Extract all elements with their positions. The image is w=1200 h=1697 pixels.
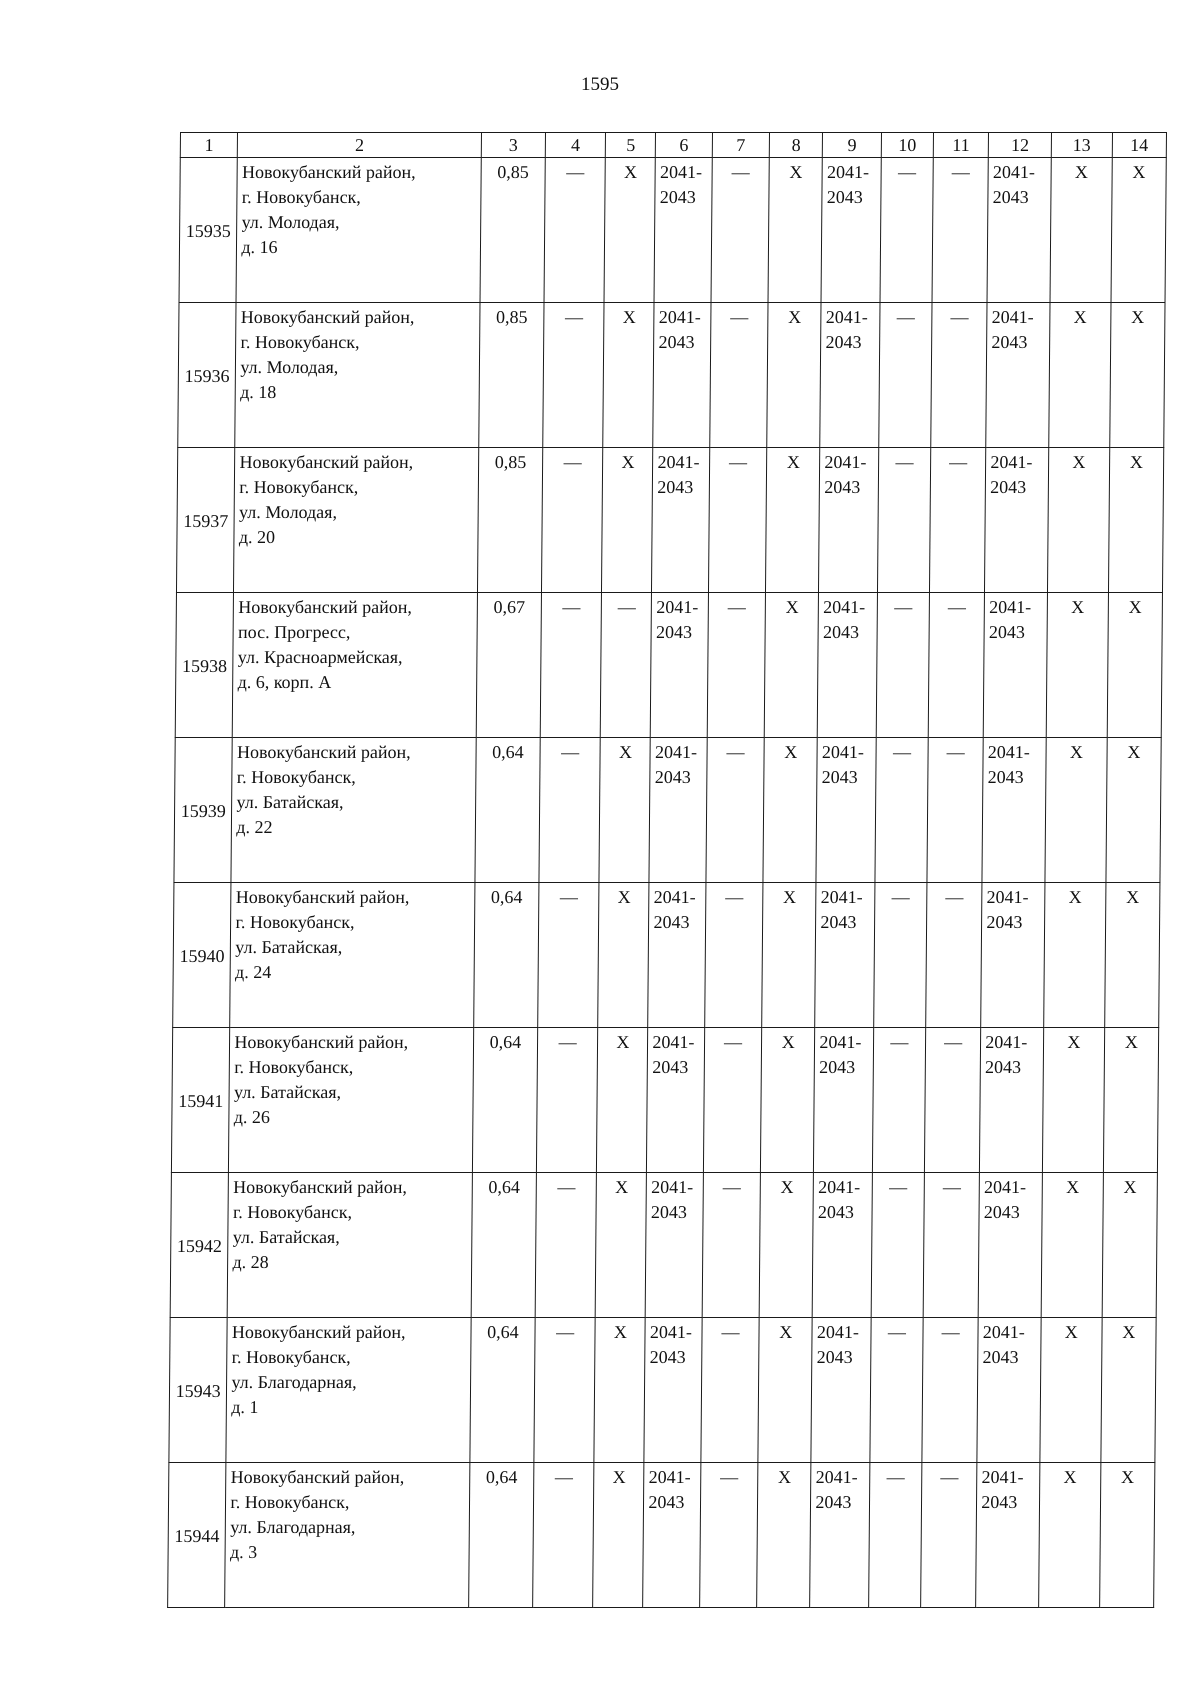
period-line: 2041- bbox=[649, 1322, 693, 1342]
address-line: д. 26 bbox=[233, 1107, 271, 1127]
address-cell bbox=[233, 593, 478, 738]
value-cell-c5: X bbox=[593, 1463, 644, 1608]
row-number: 15935 bbox=[179, 158, 238, 303]
address-line: г. Новокубанск, bbox=[236, 767, 356, 787]
value-cell-c7: — bbox=[708, 448, 767, 593]
value-cell-c11: — bbox=[928, 593, 985, 738]
value-cell-c7: — bbox=[703, 1028, 762, 1173]
period-line: 2043 bbox=[653, 912, 690, 932]
value-cell-c5: X bbox=[603, 303, 654, 448]
value-cell-c3: 0,85 bbox=[479, 303, 544, 448]
period-cell-c9 bbox=[816, 738, 876, 883]
period-line: 2043 bbox=[992, 187, 1029, 207]
row-number: 15942 bbox=[170, 1173, 229, 1318]
period-line: 2041- bbox=[816, 1322, 859, 1342]
address-line: Новокубанский район, bbox=[233, 1177, 407, 1197]
value-cell-c10: — bbox=[879, 303, 932, 448]
row-number: 15939 bbox=[174, 738, 233, 883]
value-cell-c13: X bbox=[1040, 1318, 1102, 1463]
period-line: 2043 bbox=[654, 767, 691, 787]
period-line: 2043 bbox=[648, 1492, 685, 1512]
period-cell-c12 bbox=[986, 303, 1050, 448]
period-cell-c6 bbox=[653, 303, 711, 448]
value-cell-c11: — bbox=[931, 303, 988, 448]
value-cell-c5: — bbox=[601, 593, 652, 738]
value-cell-c14: X bbox=[1111, 158, 1167, 303]
period-cell-c12 bbox=[976, 1463, 1040, 1608]
address-line: Новокубанский район, bbox=[241, 162, 416, 182]
value-cell-c13: X bbox=[1042, 1028, 1104, 1173]
value-cell-c10: — bbox=[870, 1318, 923, 1463]
address-line: д. 18 bbox=[240, 382, 277, 402]
period-line: 2043 bbox=[657, 477, 694, 497]
period-line: 2041- bbox=[824, 452, 867, 472]
value-cell-c7: — bbox=[707, 593, 766, 738]
address-line: ул. Батайская, bbox=[232, 1227, 340, 1247]
column-header-11: 11 bbox=[933, 133, 989, 158]
column-header-9: 9 bbox=[823, 133, 882, 158]
period-line: 2043 bbox=[815, 1492, 852, 1512]
address-line: г. Новокубанск, bbox=[231, 1347, 351, 1367]
value-cell-c14: X bbox=[1103, 1028, 1159, 1173]
period-cell-c6 bbox=[648, 883, 706, 1028]
column-header-3: 3 bbox=[481, 133, 545, 158]
row-number: 15944 bbox=[168, 1463, 227, 1608]
table-row bbox=[169, 1318, 1156, 1463]
period-line: 2043 bbox=[987, 767, 1024, 787]
column-header-13: 13 bbox=[1051, 133, 1112, 158]
table-container bbox=[167, 132, 1167, 1608]
value-cell-c5: X bbox=[602, 448, 653, 593]
value-cell-c13: X bbox=[1041, 1173, 1103, 1318]
value-cell-c8: X bbox=[767, 303, 821, 448]
period-cell-c12 bbox=[985, 448, 1049, 593]
period-cell-c6 bbox=[643, 1463, 701, 1608]
column-header-2: 2 bbox=[238, 133, 482, 158]
value-cell-c3: 0,64 bbox=[475, 738, 540, 883]
table-row bbox=[179, 158, 1166, 303]
address-cell bbox=[228, 1173, 473, 1318]
address-cell bbox=[231, 738, 476, 883]
period-line: 2041- bbox=[826, 162, 870, 182]
row-number: 15938 bbox=[175, 593, 234, 738]
address-line: Новокубанский район, bbox=[235, 887, 410, 907]
value-cell-c8: X bbox=[758, 1318, 812, 1463]
value-cell-c3: 0,64 bbox=[470, 1318, 535, 1463]
value-cell-c3: 0,64 bbox=[474, 883, 539, 1028]
period-cell-c6 bbox=[646, 1173, 704, 1318]
period-line: 2041- bbox=[992, 162, 1036, 182]
period-cell-c9 bbox=[814, 1028, 874, 1173]
period-line: 2041- bbox=[825, 307, 868, 327]
address-line: Новокубанский район, bbox=[231, 1322, 406, 1342]
value-cell-c14: X bbox=[1099, 1463, 1155, 1608]
address-cell bbox=[226, 1318, 471, 1463]
table-row bbox=[173, 883, 1160, 1028]
value-cell-c13: X bbox=[1050, 158, 1112, 303]
value-cell-c4: — bbox=[544, 158, 606, 303]
address-line: ул. Молодая, bbox=[239, 502, 338, 522]
period-cell-c12 bbox=[983, 593, 1047, 738]
address-line: ул. Батайская, bbox=[236, 792, 344, 812]
value-cell-c8: X bbox=[762, 883, 816, 1028]
period-line: 2041- bbox=[986, 887, 1029, 907]
address-line: Новокубанский район, bbox=[236, 742, 411, 762]
value-cell-c5: X bbox=[598, 883, 649, 1028]
value-cell-c7: — bbox=[699, 1463, 758, 1608]
period-cell-c12 bbox=[978, 1173, 1042, 1318]
data-table bbox=[167, 132, 1167, 1608]
value-cell-c5: X bbox=[594, 1318, 645, 1463]
period-line: 2041- bbox=[982, 1322, 1025, 1342]
address-line: Новокубанский район, bbox=[239, 452, 414, 472]
period-line: 2041- bbox=[985, 1032, 1028, 1052]
column-header-4: 4 bbox=[545, 133, 606, 158]
column-header-10: 10 bbox=[881, 133, 933, 158]
column-header-12: 12 bbox=[989, 133, 1052, 158]
table-row bbox=[168, 1463, 1155, 1608]
value-cell-c3: 0,85 bbox=[477, 448, 542, 593]
period-cell-c9 bbox=[815, 883, 875, 1028]
period-line: 2041- bbox=[652, 1032, 695, 1052]
value-cell-c11: — bbox=[929, 448, 986, 593]
value-cell-c11: — bbox=[923, 1173, 980, 1318]
period-line: 2041- bbox=[983, 1177, 1027, 1197]
value-cell-c4: — bbox=[534, 1318, 596, 1463]
value-cell-c5: X bbox=[604, 158, 655, 303]
period-line: 2041- bbox=[659, 162, 703, 182]
value-cell-c8: X bbox=[766, 448, 820, 593]
period-line: 2043 bbox=[983, 1202, 1020, 1222]
period-cell-c9 bbox=[821, 158, 881, 303]
period-line: 2041- bbox=[823, 597, 866, 617]
address-line: д. 1 bbox=[231, 1397, 259, 1417]
value-cell-c4: — bbox=[532, 1463, 594, 1608]
value-cell-c11: — bbox=[924, 1028, 981, 1173]
column-header-1: 1 bbox=[180, 133, 238, 158]
row-number: 15943 bbox=[169, 1318, 228, 1463]
address-line: д. 20 bbox=[238, 527, 276, 547]
row-number: 15941 bbox=[171, 1028, 230, 1173]
address-line: г. Новокубанск, bbox=[230, 1492, 350, 1512]
value-cell-c14: X bbox=[1106, 738, 1162, 883]
period-line: 2041- bbox=[990, 452, 1033, 472]
period-line: 2041- bbox=[991, 307, 1034, 327]
value-cell-c4: — bbox=[539, 738, 601, 883]
period-line: 2043 bbox=[658, 332, 695, 352]
address-line: ул. Красноармейская, bbox=[237, 647, 403, 667]
row-number: 15936 bbox=[178, 303, 237, 448]
value-cell-c3: 0,64 bbox=[472, 1028, 537, 1173]
value-cell-c13: X bbox=[1049, 303, 1111, 448]
period-line: 2043 bbox=[652, 1057, 689, 1077]
value-cell-c5: X bbox=[597, 1028, 648, 1173]
period-line: 2043 bbox=[650, 1202, 688, 1222]
period-cell-c9 bbox=[818, 593, 878, 738]
period-line: 2043 bbox=[988, 622, 1025, 642]
address-line: ул. Благодарная, bbox=[231, 1372, 357, 1392]
period-line: 2043 bbox=[816, 1347, 853, 1367]
column-header-8: 8 bbox=[769, 133, 822, 158]
period-cell-c9 bbox=[811, 1318, 871, 1463]
value-cell-c10: — bbox=[868, 1463, 921, 1608]
value-cell-c4: — bbox=[536, 1028, 598, 1173]
address-line: ул. Молодая, bbox=[241, 212, 340, 232]
period-line: 2041- bbox=[815, 1467, 858, 1487]
table-row bbox=[175, 593, 1162, 738]
value-cell-c5: X bbox=[599, 738, 650, 883]
period-cell-c6 bbox=[649, 738, 707, 883]
value-cell-c8: X bbox=[764, 593, 818, 738]
value-cell-c14: X bbox=[1107, 593, 1163, 738]
value-cell-c10: — bbox=[880, 158, 933, 303]
period-cell-c12 bbox=[982, 738, 1046, 883]
period-cell-c6 bbox=[654, 158, 712, 303]
address-line: г. Новокубанск, bbox=[235, 912, 355, 932]
period-line: 2041- bbox=[657, 452, 700, 472]
address-line: г. Новокубанск, bbox=[239, 477, 359, 497]
period-line: 2043 bbox=[822, 622, 860, 642]
period-cell-c12 bbox=[977, 1318, 1041, 1463]
address-cell bbox=[229, 1028, 474, 1173]
period-line: 2041- bbox=[818, 1177, 861, 1197]
address-line: д. 6, корп. А bbox=[237, 672, 332, 692]
period-line: 2043 bbox=[659, 187, 696, 207]
address-line: Новокубанский район, bbox=[230, 1467, 405, 1487]
value-cell-c4: — bbox=[543, 303, 605, 448]
period-line: 2041- bbox=[987, 742, 1030, 762]
value-cell-c4: — bbox=[540, 593, 602, 738]
value-cell-c11: — bbox=[927, 738, 984, 883]
address-cell bbox=[225, 1463, 470, 1608]
value-cell-c3: 0,64 bbox=[471, 1173, 536, 1318]
value-cell-c7: — bbox=[704, 883, 763, 1028]
period-line: 2041- bbox=[654, 742, 698, 762]
value-cell-c3: 0,67 bbox=[476, 593, 541, 738]
period-line: 2043 bbox=[982, 1347, 1019, 1367]
address-line: Новокубанский район, bbox=[234, 1032, 409, 1052]
column-header-6: 6 bbox=[656, 133, 713, 158]
value-cell-c10: — bbox=[874, 883, 927, 1028]
period-line: 2041- bbox=[651, 1177, 694, 1197]
value-cell-c10: — bbox=[876, 593, 929, 738]
period-line: 2043 bbox=[824, 477, 861, 497]
period-line: 2043 bbox=[820, 912, 857, 932]
period-line: 2043 bbox=[991, 332, 1028, 352]
table-row bbox=[178, 303, 1165, 448]
value-cell-c11: — bbox=[932, 158, 989, 303]
table-row bbox=[170, 1173, 1157, 1318]
header-row bbox=[180, 133, 1166, 158]
value-cell-c11: — bbox=[926, 883, 983, 1028]
value-cell-c14: X bbox=[1101, 1318, 1157, 1463]
column-header-7: 7 bbox=[712, 133, 770, 158]
period-line: 2041- bbox=[658, 307, 701, 327]
period-line: 2043 bbox=[986, 912, 1023, 932]
address-line: д. 24 bbox=[235, 962, 272, 982]
period-cell-c12 bbox=[987, 158, 1051, 303]
value-cell-c13: X bbox=[1045, 738, 1107, 883]
address-line: г. Новокубанск, bbox=[232, 1202, 353, 1222]
period-line: 2043 bbox=[981, 1492, 1018, 1512]
address-line: Новокубанский район, bbox=[238, 597, 413, 617]
table-row bbox=[171, 1028, 1158, 1173]
value-cell-c5: X bbox=[596, 1173, 647, 1318]
period-cell-c6 bbox=[652, 448, 710, 593]
period-line: 2043 bbox=[990, 477, 1027, 497]
table-body bbox=[168, 158, 1167, 1608]
address-line: д. 28 bbox=[232, 1252, 269, 1272]
period-line: 2043 bbox=[821, 767, 858, 787]
period-line: 2041- bbox=[648, 1467, 691, 1487]
address-line: д. 3 bbox=[229, 1542, 258, 1562]
value-cell-c7: — bbox=[702, 1173, 761, 1318]
address-cell bbox=[236, 158, 481, 303]
value-cell-c13: X bbox=[1039, 1463, 1101, 1608]
period-line: 2041- bbox=[989, 597, 1032, 617]
address-line: ул. Молодая, bbox=[240, 357, 339, 377]
period-line: 2043 bbox=[649, 1347, 686, 1367]
value-cell-c10: — bbox=[875, 738, 928, 883]
period-line: 2041- bbox=[981, 1467, 1024, 1487]
period-line: 2043 bbox=[985, 1057, 1022, 1077]
value-cell-c10: — bbox=[872, 1028, 925, 1173]
address-line: Новокубанский район, bbox=[240, 307, 415, 327]
value-cell-c11: — bbox=[921, 1463, 978, 1608]
address-line: д. 22 bbox=[236, 817, 273, 837]
period-line: 2041- bbox=[819, 1032, 862, 1052]
table-row bbox=[174, 738, 1161, 883]
value-cell-c13: X bbox=[1046, 593, 1108, 738]
page-number: 1595 bbox=[581, 74, 619, 95]
address-line: г. Новокубанск, bbox=[240, 332, 360, 352]
table-row bbox=[176, 448, 1163, 593]
period-cell-c12 bbox=[980, 1028, 1044, 1173]
value-cell-c4: — bbox=[537, 883, 599, 1028]
address-line: ул. Батайская, bbox=[235, 937, 343, 957]
value-cell-c10: — bbox=[871, 1173, 924, 1318]
value-cell-c13: X bbox=[1047, 448, 1109, 593]
row-number: 15940 bbox=[173, 883, 232, 1028]
value-cell-c4: — bbox=[541, 448, 603, 593]
address-cell bbox=[234, 448, 479, 593]
period-cell-c9 bbox=[810, 1463, 870, 1608]
address-line: пос. Прогресс, bbox=[237, 622, 351, 642]
period-line: 2041- bbox=[656, 597, 699, 617]
period-line: 2043 bbox=[825, 332, 862, 352]
address-line: ул. Батайская, bbox=[233, 1082, 342, 1102]
value-cell-c3: 0,64 bbox=[469, 1463, 534, 1608]
value-cell-c13: X bbox=[1044, 883, 1106, 1028]
period-line: 2041- bbox=[820, 887, 863, 907]
value-cell-c8: X bbox=[759, 1173, 813, 1318]
period-line: 2043 bbox=[817, 1202, 855, 1222]
value-cell-c11: — bbox=[922, 1318, 979, 1463]
value-cell-c8: X bbox=[761, 1028, 815, 1173]
address-line: г. Новокубанск, bbox=[241, 187, 361, 207]
address-line: д. 16 bbox=[241, 237, 278, 257]
value-cell-c8: X bbox=[763, 738, 817, 883]
value-cell-c8: X bbox=[757, 1463, 811, 1608]
period-line: 2043 bbox=[819, 1057, 856, 1077]
value-cell-c8: X bbox=[768, 158, 822, 303]
value-cell-c4: — bbox=[535, 1173, 597, 1318]
column-header-5: 5 bbox=[606, 133, 656, 158]
row-number: 15937 bbox=[176, 448, 235, 593]
period-line: 2043 bbox=[655, 622, 693, 642]
value-cell-c3: 0,85 bbox=[480, 158, 545, 303]
value-cell-c14: X bbox=[1108, 448, 1164, 593]
value-cell-c10: — bbox=[877, 448, 930, 593]
value-cell-c14: X bbox=[1102, 1173, 1158, 1318]
period-line: 2041- bbox=[653, 887, 696, 907]
column-header-14: 14 bbox=[1112, 133, 1167, 158]
period-cell-c12 bbox=[981, 883, 1045, 1028]
period-cell-c6 bbox=[647, 1028, 705, 1173]
period-cell-c9 bbox=[813, 1173, 873, 1318]
value-cell-c7: — bbox=[710, 303, 769, 448]
period-line: 2041- bbox=[821, 742, 865, 762]
address-line: ул. Благодарная, bbox=[230, 1517, 356, 1537]
value-cell-c14: X bbox=[1109, 303, 1165, 448]
period-line: 2043 bbox=[826, 187, 863, 207]
period-cell-c9 bbox=[819, 448, 879, 593]
address-line: г. Новокубанск, bbox=[234, 1057, 354, 1077]
value-cell-c7: — bbox=[711, 158, 770, 303]
period-cell-c9 bbox=[820, 303, 880, 448]
address-cell bbox=[230, 883, 475, 1028]
value-cell-c7: — bbox=[706, 738, 765, 883]
value-cell-c14: X bbox=[1104, 883, 1160, 1028]
address-cell bbox=[235, 303, 480, 448]
value-cell-c7: — bbox=[701, 1318, 760, 1463]
period-cell-c6 bbox=[644, 1318, 702, 1463]
period-cell-c6 bbox=[651, 593, 709, 738]
